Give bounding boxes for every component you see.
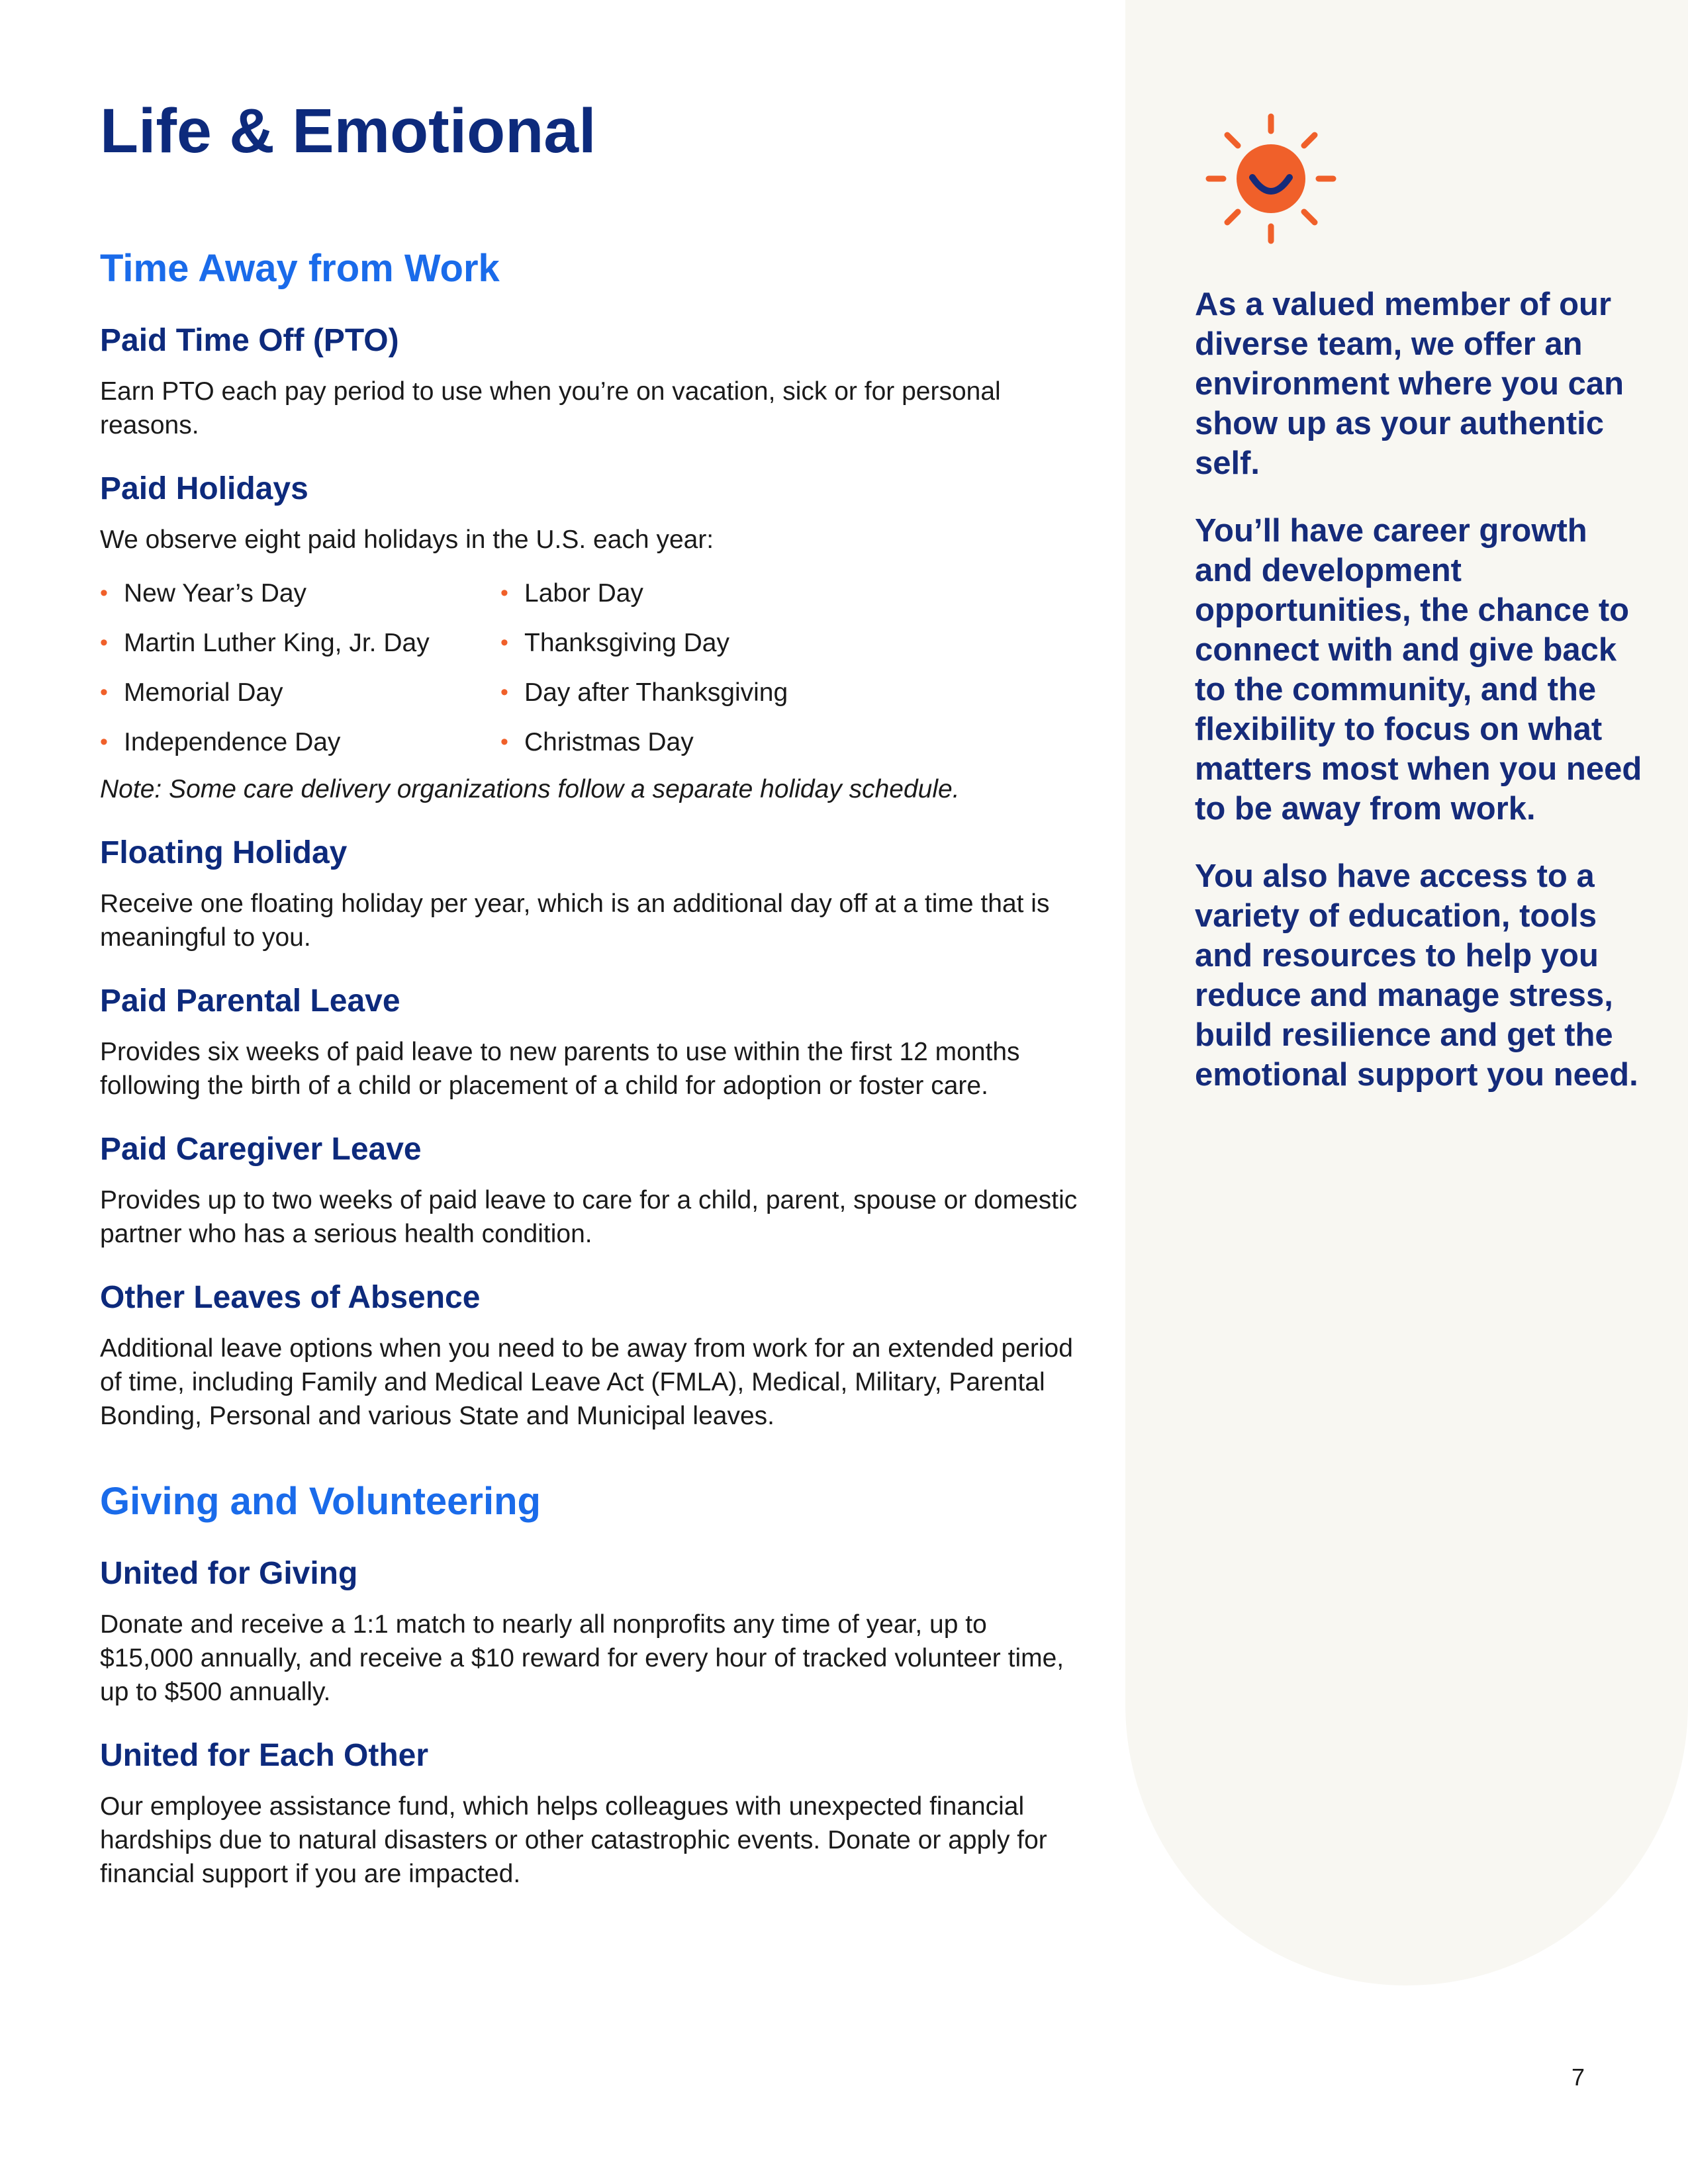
list-item: • Memorial Day: [100, 668, 500, 717]
list-item: • Labor Day: [500, 569, 964, 618]
united-for-each-other-heading: United for Each Other: [100, 1738, 429, 1773]
other-leaves-heading: Other Leaves of Absence: [100, 1280, 481, 1315]
other-leaves-text: Additional leave options when you need to be away from work for an extended period of time, including Family and Medical Leave Act (FMLA), Medical, Military, Parental Bonding, Personal and various State and Municipal leaves.: [100, 1334, 1073, 1430]
list-item: • New Year’s Day: [100, 569, 500, 618]
sidebar-paragraph: As a valued member of our diverse team, we offer an environment where you can show up as your authentic self.: [1195, 287, 1624, 481]
section-heading-time-away: Time Away from Work: [100, 247, 500, 290]
sidebar-paragraph: You’ll have career growth and development opportunities, the chance to connect with and give back to the community, and the flexibility to focus on what matters most when you need to be away from work.: [1195, 513, 1642, 827]
page-title: Life & Emotional: [100, 96, 596, 166]
bullet-icon: •: [100, 680, 108, 705]
list-item: • Christmas Day: [500, 717, 964, 767]
parental-leave-heading: Paid Parental Leave: [100, 983, 400, 1019]
bullet-icon: •: [500, 580, 508, 606]
bullet-icon: •: [500, 729, 508, 754]
list-item: • Day after Thanksgiving: [500, 668, 964, 717]
sidebar-paragraph: You also have access to a variety of education, tools and resources to help you reduce and manage stress, build resilience and get the emotional support you need.: [1195, 858, 1638, 1093]
holidays-heading: Paid Holidays: [100, 471, 308, 506]
caregiver-leave-heading: Paid Caregiver Leave: [100, 1132, 422, 1167]
united-for-each-other-text: Our employee assistance fund, which helps colleagues with unexpected financial hardships due to natural disasters or other catastrophic events. Donate or apply for financial support if you are impacted.: [100, 1792, 1047, 1888]
holiday-list: [100, 569, 1086, 767]
page-number: 7: [1571, 2064, 1585, 2091]
list-item: • Thanksgiving Day: [500, 618, 964, 668]
bullet-icon: •: [100, 729, 108, 754]
pto-text: Earn PTO each pay period to use when you’re on vacation, sick or for personal reasons.: [100, 377, 1001, 439]
sidebar-text: [1195, 285, 1652, 1122]
section-heading-giving: Giving and Volunteering: [100, 1480, 541, 1523]
united-for-giving-text: Donate and receive a 1:1 match to nearly all nonprofits any time of year, up to $15,000 annually, and receive a $10 reward for every hour of tracked volunteer time, up to $500 annually.: [100, 1610, 1064, 1706]
floating-holiday-heading: Floating Holiday: [100, 835, 348, 870]
united-for-giving-heading: United for Giving: [100, 1556, 358, 1591]
smiling-sun-icon: [1205, 113, 1337, 245]
list-item: • Martin Luther King, Jr. Day: [100, 618, 500, 668]
bullet-icon: •: [100, 580, 108, 606]
bullet-icon: •: [100, 630, 108, 655]
bullet-icon: •: [500, 630, 508, 655]
holidays-note: Note: Some care delivery organizations follow a separate holiday schedule.: [100, 775, 960, 803]
bullet-icon: •: [500, 680, 508, 705]
floating-holiday-text: Receive one floating holiday per year, which is an additional day off at a time that is meaningful to you.: [100, 889, 1050, 952]
content: [100, 245, 1086, 1919]
caregiver-leave-text: Provides up to two weeks of paid leave to care for a child, parent, spouse or domestic partner who has a serious health condition.: [100, 1186, 1078, 1248]
list-item: • Independence Day: [100, 717, 500, 767]
holidays-intro: We observe eight paid holidays in the U.S. each year:: [100, 525, 714, 554]
pto-heading: Paid Time Off (PTO): [100, 323, 399, 358]
parental-leave-text: Provides six weeks of paid leave to new parents to use within the first 12 months following the birth of a child or placement of a child for adoption or foster care.: [100, 1038, 1020, 1100]
